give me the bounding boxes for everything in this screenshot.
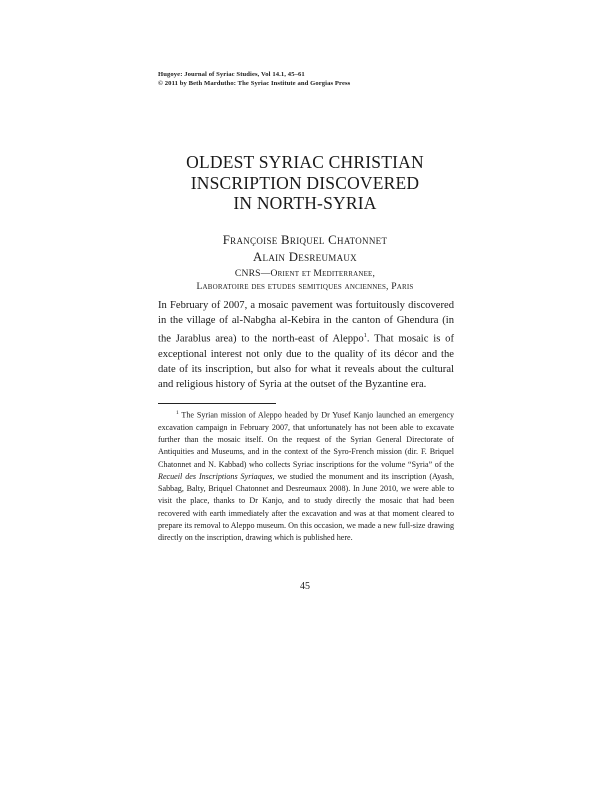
journal-copyright: © 2011 by Beth Mardutho: The Syriac Institute and Gorgias Press xyxy=(158,80,351,87)
footnote-text-1: The Syrian mission of Aleppo headed by Dr Yusef Kanjo launched an emergency excavation campaign in February 2007, that unfortunately has not been able to excavate further than the mosaic itself. On the request of the Syrian General Directorate of Antiquities and Museums, and in the context of the Syro-French mission (dir. F. Briquel Chatonnet and N. Kabbad) who collects Syriac inscriptions for the volume “Syria” of the xyxy=(158,410,454,469)
author-list xyxy=(150,232,460,265)
title-line-3: IN NORTH-SYRIA xyxy=(233,193,377,213)
affiliation xyxy=(150,267,460,293)
affiliation-line-2: Laboratoire des etudes semitiques anciennes, Paris xyxy=(196,281,414,292)
body-text-after-note: . That mosaic is of exceptional interest not only due to the quality of its décor and the date of its inscription, but also for what it reveals about the cultural and religious history of Syria at the outset of the Byzantine era. xyxy=(158,333,454,390)
footnote-marker: 1 xyxy=(176,410,179,416)
title-line-1: OLDEST SYRIAC CHRISTIAN xyxy=(186,152,424,172)
body-text-before-note: In February of 2007, a mosaic pavement was fortuitously discovered in the village of al-Nabgha al-Kebira in the canton of Ghendura (in the Jarablus area) to the north-east of Aleppo xyxy=(158,300,454,345)
footnote-reference[interactable]: 1 xyxy=(363,332,367,339)
journal-citation: Hugoye: Journal of Syriac Studies, Vol 14.1, 45–61 xyxy=(158,71,305,78)
journal-header xyxy=(158,70,458,88)
author-2: Alain Desreumaux xyxy=(253,249,357,264)
article-title xyxy=(150,152,460,214)
page-number: 45 xyxy=(300,581,310,592)
title-line-2: INSCRIPTION DISCOVERED xyxy=(190,172,420,193)
footnote-text-2: , we studied the monument and its inscription (Ayash, Sabbag, Balty, Briquel Chatonnet and Desreumaux 2008). In June 2010, we were able to visit the place, thanks to Dr Kanjo, and to study directly the mosaic that had been recovered with earth immediately after the excavation and was at that moment cleared to prepare its removal to Aleppo museum. On this occasion, we made a new full-size drawing directly on the inscription, drawing which is published here. xyxy=(158,471,454,543)
affiliation-line-1: CNRS—Orient et Mediterranee, xyxy=(234,268,376,279)
author-1: Françoise Briquel Chatonnet xyxy=(222,233,388,247)
footnote-italic-title: Recueil des Inscriptions Syriaques xyxy=(158,471,273,481)
footnote-separator xyxy=(158,403,276,404)
footnote xyxy=(158,407,454,544)
body-paragraph xyxy=(158,298,454,392)
